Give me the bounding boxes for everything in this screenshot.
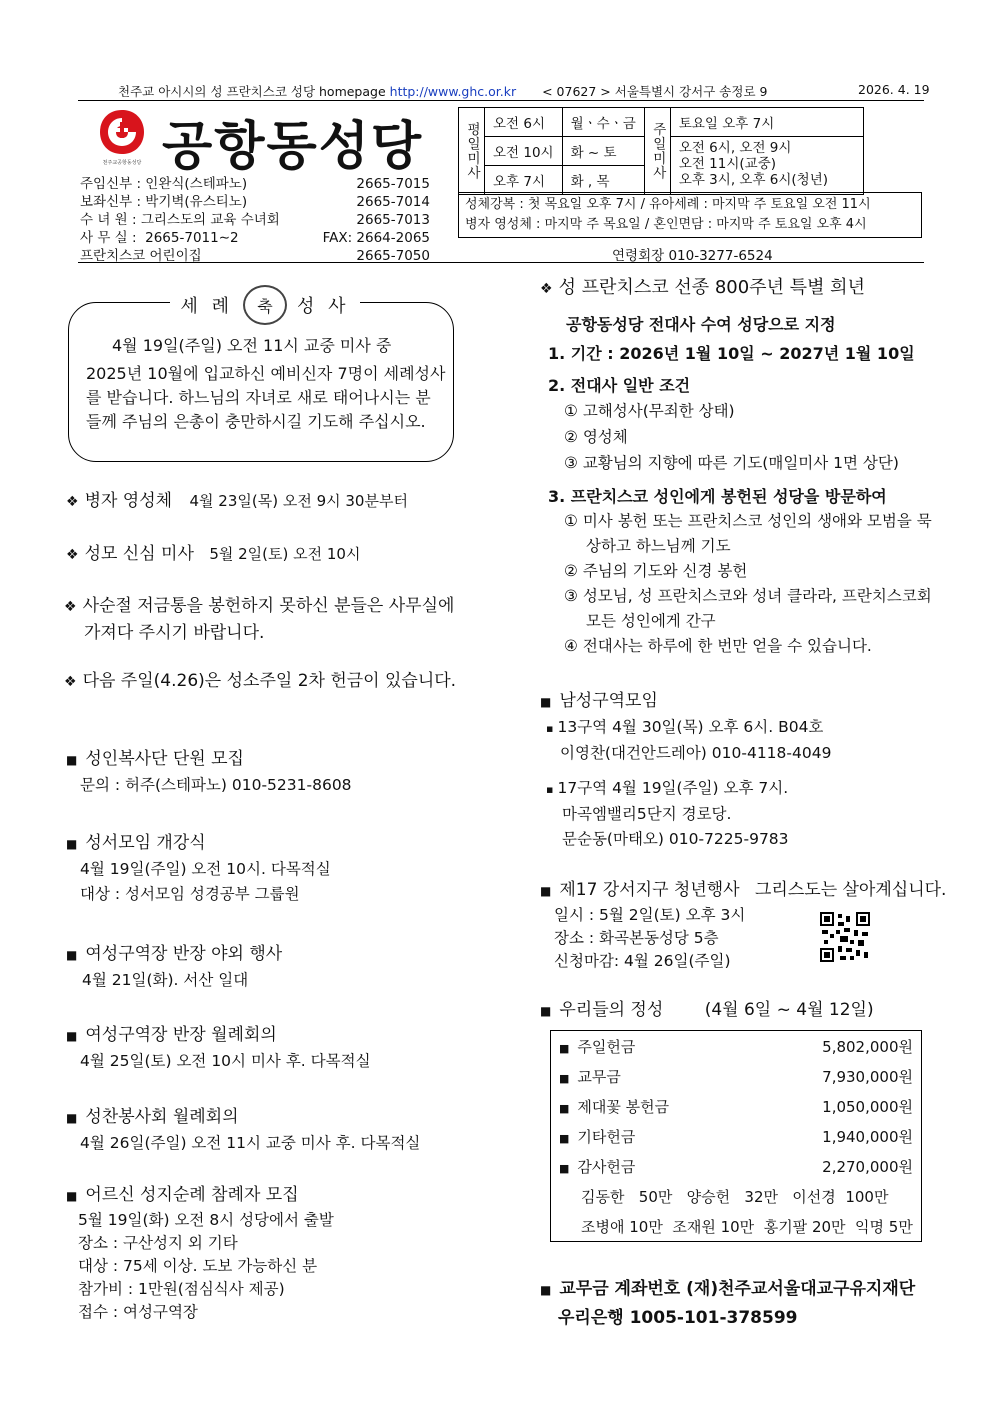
staff-row: [80, 211, 430, 229]
staff-label: 프란치스코 어린이집: [80, 248, 202, 264]
tagline: 천주교 아시시의 성 프란치스코 성당 homepage: [118, 84, 386, 99]
table-row: [551, 1091, 922, 1121]
staff-phone: 2665-7050: [356, 248, 430, 264]
staff-phone: 2665-7013: [356, 212, 430, 228]
sacrament-line: 성체강복 : 첫 목요일 오후 7시 / 유아세례 : 마지막 주 토요일 오전 11시: [465, 197, 871, 212]
donor-line: 김동한 50만 양승헌 32만 이선경 100만: [581, 1187, 889, 1206]
notice-marian-mass: [66, 541, 360, 568]
header-divider: [78, 100, 924, 101]
square-bullet-icon: ■: [66, 1111, 78, 1125]
offering-amount: 1,050,000원: [822, 1097, 913, 1116]
church-logo: [98, 108, 146, 168]
section-pilgrimage: [66, 1182, 466, 1324]
qr-code-icon[interactable]: [820, 912, 870, 962]
section-bible-study: [66, 830, 466, 907]
jubilee-conditions: [564, 398, 944, 476]
section-line: 접수 : 여성구역장: [78, 1303, 198, 1321]
men-group-line: 13구역 4월 30일(목) 오후 6시. B04호: [557, 718, 824, 736]
section-head: 성인복사단 단원 모집: [85, 749, 244, 769]
square-bullet-icon: ■: [66, 948, 78, 962]
wreath-text: 축: [257, 296, 273, 316]
small-square-icon: ▪: [546, 722, 554, 735]
wreath-icon: [243, 285, 287, 325]
baptism-title: [170, 285, 360, 325]
jubilee-title: [540, 275, 865, 302]
section-line: 대상 : 성서모임 성경공부 그룹원: [80, 885, 300, 903]
section-youth-event: [540, 877, 950, 973]
section-choir-meeting: [66, 1104, 466, 1156]
offering-label: 교무금: [577, 1067, 621, 1086]
diamond-bullet-icon: ❖: [66, 547, 79, 563]
section-line: 4월 26일(주일) 오전 11시 교중 미사 후. 다목적실: [80, 1134, 421, 1152]
square-bullet-icon: ■: [66, 753, 78, 767]
section-line: 장소 : 구산성지 외 기타: [78, 1234, 238, 1252]
section-line: 4월 21일(화). 서산 일대: [82, 971, 249, 989]
notice-lent-savings: [66, 593, 476, 646]
square-bullet-icon: ■: [540, 695, 552, 709]
offering-label: 주일헌금: [577, 1037, 636, 1056]
visit-item: ① 미사 봉헌 또는 프란치스코 성인의 생애와 모범을 묵상하고 하느님께 기도: [564, 512, 932, 555]
square-bullet-icon: ■: [559, 1041, 570, 1055]
section-line: 문의 : 허주(스테파노) 010-5231-8608: [80, 776, 352, 794]
diamond-bullet-icon: ❖: [540, 281, 553, 297]
staff-list: [80, 175, 430, 265]
staff-label: 사 무 실 : 2665-7011∼2: [80, 230, 239, 246]
sacrament-line: 병자 영성체 : 마지막 주 목요일 / 혼인면담 : 마지막 주 토요일 오후 4시: [465, 217, 867, 232]
square-bullet-icon: ■: [540, 1283, 552, 1297]
jubilee-visits: [564, 509, 946, 659]
offering-amount: 7,930,000원: [822, 1067, 913, 1086]
jubilee-title-text: 성 프란치스코 선종 800주년 특별 희년: [558, 277, 865, 298]
square-bullet-icon: ■: [559, 1161, 570, 1175]
funeral-association-contact: 연령회장 010-3277-6524: [612, 248, 773, 264]
square-bullet-icon: ■: [559, 1101, 570, 1115]
square-bullet-icon: ■: [540, 1004, 552, 1018]
section-head: 성서모임 개강식: [85, 833, 206, 853]
jubilee-visit-head: 3. 프란치스코 성인에게 봉헌된 성당을 방문하여: [548, 487, 887, 506]
section-line: 참가비 : 1만원(점심식사 제공): [78, 1280, 285, 1298]
address: < 07627 > 서울특별시 강서구 송정로 9: [542, 84, 768, 99]
sunday-saturday: 토요일 오후 7시: [670, 108, 863, 137]
notice-text: 사순절 저금통을 봉헌하지 못하신 분들은 사무실에 가져다 주시기 바랍니다.: [82, 596, 455, 643]
section-head: 여성구역장 반장 월례회의: [85, 1025, 277, 1045]
section-line: 4월 25일(토) 오전 10시 미사 후. 다목적실: [80, 1052, 371, 1070]
offering-period: (4월 6일 ~ 4월 12일): [704, 1000, 874, 1020]
visit-item: ④ 전대사는 하루에 한 번만 얻을 수 있습니다.: [564, 637, 872, 655]
condition-item: ② 영성체: [564, 428, 628, 446]
staff-label: 보좌신부 : 박기벽(유스티노): [80, 194, 248, 210]
section-women-meeting: [66, 1022, 466, 1074]
section-line: 대상 : 75세 이상. 도보 가능하신 분: [78, 1257, 318, 1275]
section-head: 여성구역장 반장 야외 행사: [85, 944, 283, 964]
square-bullet-icon: ■: [66, 1029, 78, 1043]
sunday-mass-label: 주일미사: [644, 108, 670, 195]
notice-head: 성모 신심 미사: [84, 544, 194, 564]
header-divider-bottom: [78, 262, 924, 263]
logo-text: 천주교공항동성당: [102, 160, 142, 166]
weekday-days: 월ㆍ수ㆍ금: [562, 108, 644, 137]
weekday-mass-label: 평일미사: [459, 108, 485, 195]
offering-label: 기타헌금: [577, 1127, 636, 1146]
small-square-icon: ▪: [546, 783, 554, 796]
page-title: 공항동성당: [162, 117, 424, 177]
baptism-title-right: 성 사: [297, 296, 350, 317]
diamond-bullet-icon: ❖: [66, 494, 79, 510]
section-head: 성찬봉사회 월례회의: [85, 1107, 239, 1127]
header-info-line: [118, 82, 928, 100]
mass-schedule-table: [458, 107, 864, 195]
diamond-bullet-icon: ❖: [64, 599, 77, 615]
youth-line: 일시 : 5월 2일(토) 오후 3시: [554, 906, 746, 924]
condition-item: ③ 교황님의 지향에 따른 기도(매일미사 1면 상단): [564, 454, 899, 472]
square-bullet-icon: ■: [66, 1189, 78, 1203]
men-group-item: [540, 715, 940, 766]
section-head: 제17 강서지구 청년행사: [559, 880, 740, 900]
table-row: [551, 1121, 922, 1151]
bulletin-date: 2026. 4. 19: [858, 82, 930, 97]
youth-tag: 그리스도는 살아계십니다.: [755, 880, 947, 900]
men-group-line: 문순동(마태오) 010-7225-9783: [562, 830, 789, 848]
sacrament-info: [458, 192, 922, 238]
sunday-times: 오전 6시, 오전 9시 오전 11시(교중) 오후 3시, 오후 6시(청년): [670, 137, 863, 195]
men-group-line: 이영찬(대건안드레아) 010-4118-4049: [560, 744, 832, 762]
baptism-body: 2025년 10월에 입교하신 예비신자 7명이 세례성사를 받습니다. 하느님의 자녀로 새로 태어나시는 분들께 주님의 은총이 충만하시길 기도해 주십시오.: [86, 364, 446, 431]
weekday-time: 오후 7시: [485, 166, 563, 195]
table-row: [551, 1181, 922, 1211]
staff-label: 수 녀 원 : 그리스도의 교육 수녀회: [80, 212, 280, 228]
condition-item: ① 고해성사(무죄한 상태): [564, 402, 735, 420]
notice-sick-communion: [66, 488, 408, 515]
offering-label: 제대꽃 봉헌금: [577, 1097, 670, 1116]
jubilee-conditions-head: 2. 전대사 일반 조건: [548, 376, 691, 395]
square-bullet-icon: ■: [559, 1071, 570, 1085]
donor-line: 조병애 10만 조재원 10만 홍기팔 20만 익명 5만: [581, 1217, 913, 1236]
notice-vocation-collection: [66, 668, 476, 695]
offering-amount: 5,802,000원: [822, 1037, 913, 1056]
offering-table: [550, 1030, 922, 1242]
men-group-line: 마곡엠밸리5단지 경로당.: [562, 805, 732, 823]
staff-phone: 2665-7015: [356, 176, 430, 192]
section-head: 어르신 성지순례 참례자 모집: [85, 1185, 299, 1205]
square-bullet-icon: ■: [559, 1131, 570, 1145]
staff-row: [80, 229, 430, 247]
notice-head: 병자 영성체: [84, 491, 173, 511]
staff-row: [80, 175, 430, 193]
jubilee-subtitle: 공항동성당 전대사 수여 성당으로 지정: [566, 315, 836, 334]
account-info: [540, 1275, 915, 1332]
diamond-bullet-icon: ❖: [64, 674, 77, 690]
men-group-line: 17구역 4월 19일(주일) 오후 7시.: [557, 779, 789, 797]
youth-line: 신청마감: 4월 26일(주일): [554, 952, 731, 970]
visit-item: ② 주님의 기도와 신경 봉헌: [564, 562, 748, 580]
staff-phone: 2665-7014: [356, 194, 430, 210]
section-head: 남성구역모임: [559, 691, 658, 711]
notice-text: 5월 2일(토) 오전 10시: [209, 545, 361, 563]
section-line: 4월 19일(주일) 오전 10시. 다목적실: [80, 860, 331, 878]
homepage-link[interactable]: http://www.ghc.or.kr: [389, 84, 517, 99]
baptism-time: 4월 19일(주일) 오전 11시 교중 미사 중: [112, 336, 392, 355]
section-women-outing: [66, 941, 466, 993]
weekday-days: 화 ~ 토: [562, 137, 644, 166]
offering-head: [540, 997, 874, 1024]
weekday-days: 화 , 목: [562, 166, 644, 195]
table-row: [551, 1211, 922, 1242]
account-line: 우리은행 1005-101-378599: [558, 1308, 798, 1328]
youth-line: 장소 : 화곡본동성당 5층: [554, 929, 719, 947]
visit-item: ③ 성모님, 성 프란치스코와 성녀 클라라, 프란치스코회 모든 성인에게 간구: [564, 587, 932, 630]
staff-row: [80, 193, 430, 211]
offering-title: 우리들의 정성: [559, 1000, 664, 1020]
weekday-time: 오전 10시: [485, 137, 563, 166]
section-men-group: [540, 688, 940, 852]
jubilee-period: 1. 기간 : 2026년 1월 10일 ~ 2027년 1월 10일: [548, 344, 915, 363]
account-line: 교무금 계좌번호 (재)천주교서울대교구유지재단: [559, 1279, 916, 1299]
offering-label: 감사헌금: [577, 1157, 636, 1176]
offering-amount: 1,940,000원: [822, 1127, 913, 1146]
notice-text: 4월 23일(목) 오전 9시 30분부터: [189, 492, 408, 510]
table-row: [551, 1031, 922, 1062]
weekday-time: 오전 6시: [485, 108, 563, 137]
men-group-item: [540, 776, 940, 852]
table-row: [551, 1061, 922, 1091]
square-bullet-icon: ■: [66, 837, 78, 851]
square-bullet-icon: ■: [540, 884, 552, 898]
staff-phone: FAX: 2664-2065: [322, 230, 430, 246]
baptism-title-left: 세 례: [180, 296, 233, 317]
section-altar-servers: [66, 746, 466, 798]
staff-label: 주임신부 : 인완식(스테파노): [80, 176, 248, 192]
table-row: [551, 1151, 922, 1181]
offering-amount: 2,270,000원: [822, 1157, 913, 1176]
section-line: 5월 19일(화) 오전 8시 성당에서 출발: [78, 1211, 334, 1229]
notice-text: 다음 주일(4.26)은 성소주일 2차 헌금이 있습니다.: [82, 671, 457, 691]
